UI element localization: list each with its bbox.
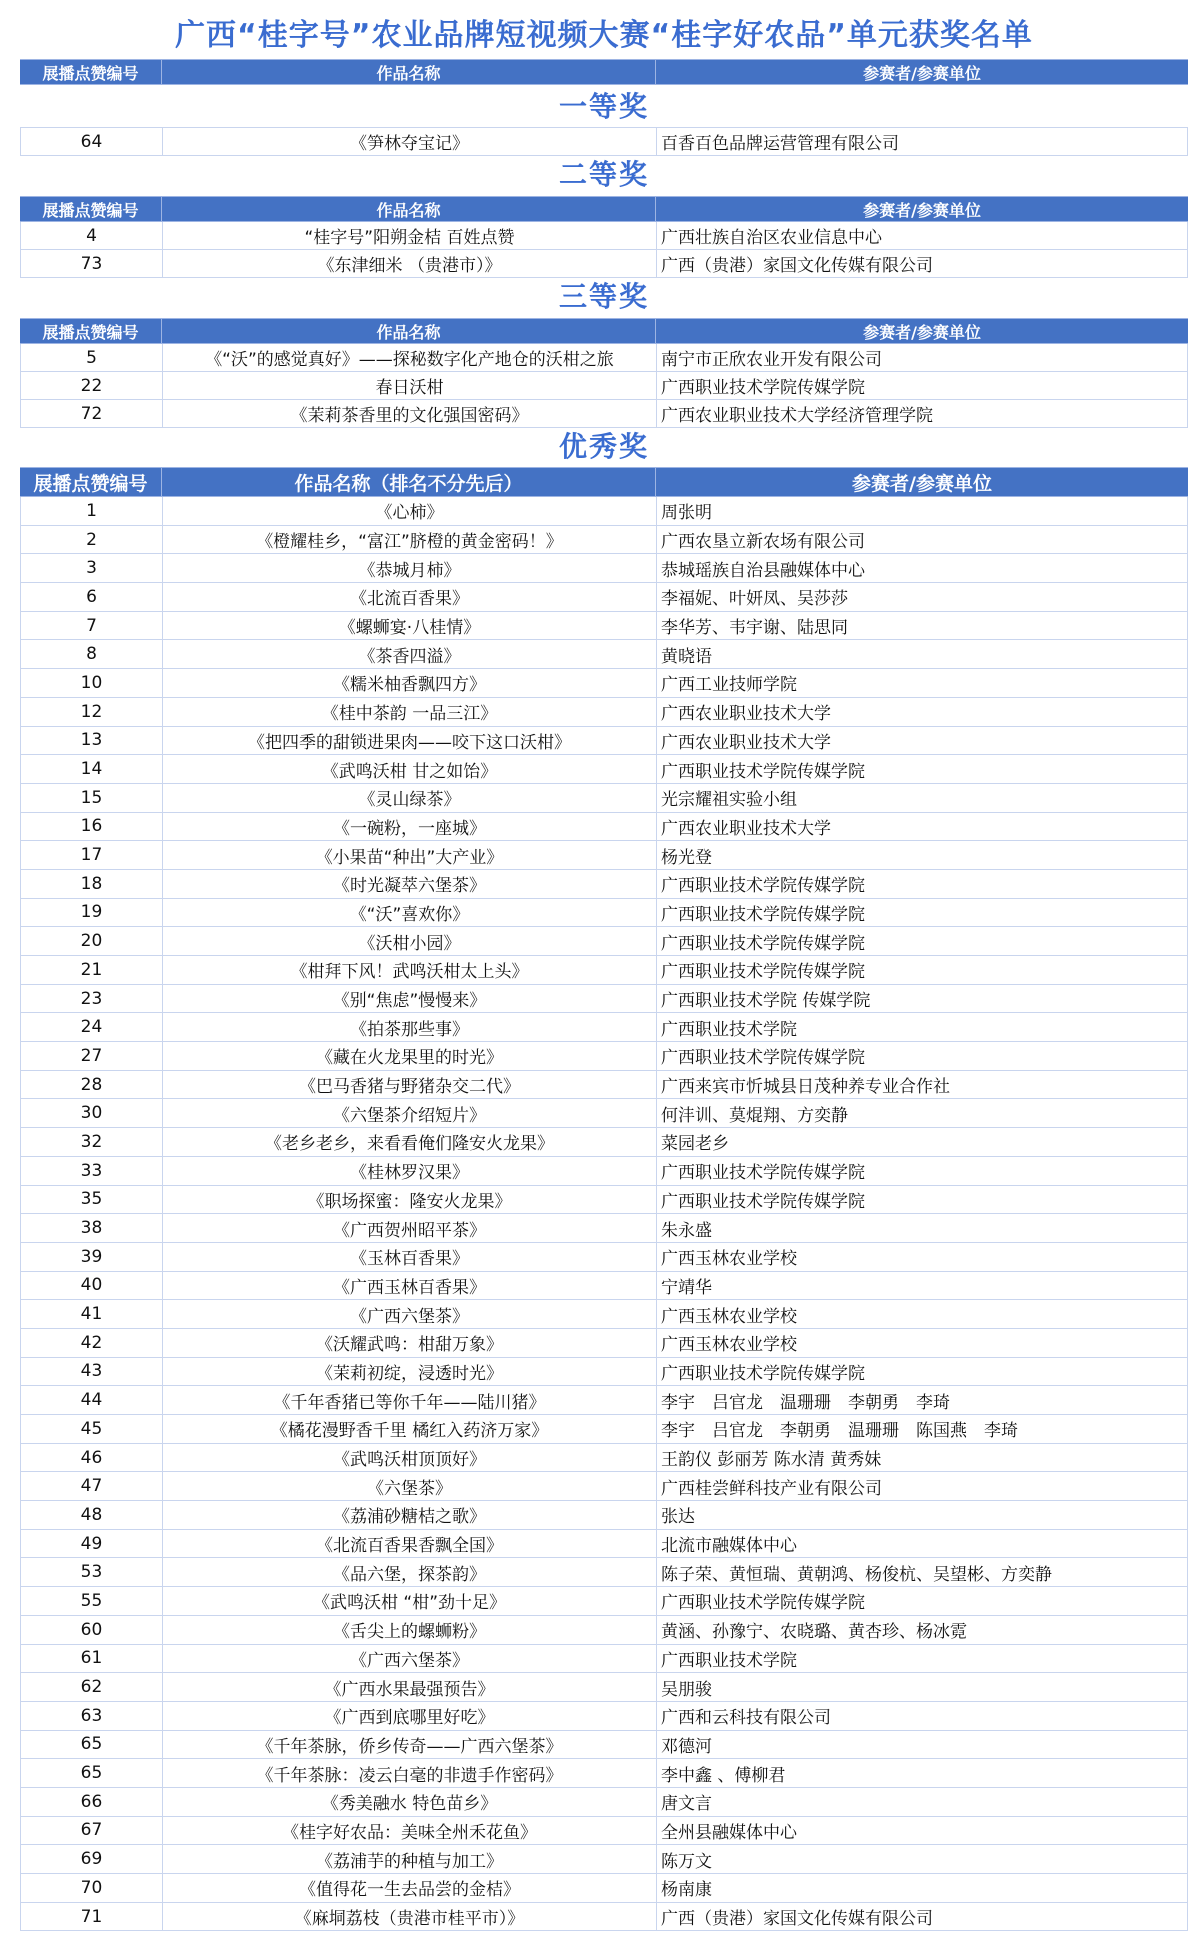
prize-title-excellent: 优秀奖 [558, 430, 649, 463]
table-row [20, 497, 1188, 526]
cell-id: 46 [21, 1444, 163, 1472]
table-row [20, 1874, 1188, 1903]
cell-work: 《值得花一生去品尝的金桔》 [163, 1874, 657, 1902]
cell-id: 20 [21, 927, 163, 955]
cell-participant: 何沣训、莫焜翔、方奕静 [661, 1105, 848, 1126]
cell-id: 17 [21, 841, 163, 869]
table-row [20, 1013, 1188, 1042]
cell-work: 《一碗粉，一座城》 [163, 813, 657, 841]
cell-participant: 黄涵、孙豫宁、农晓璐、黄杏珍、杨冰霓 [661, 1622, 967, 1643]
cell-work: 《把四季的甜锁进果肉——咬下这口沃柑》 [163, 727, 657, 755]
cell-id: 43 [21, 1358, 163, 1386]
cell-participant: 广西职业技术学院 [661, 1019, 797, 1040]
cell-work: 《老乡老乡，来看看俺们隆安火龙果》 [163, 1128, 657, 1156]
cell-id: 35 [21, 1186, 163, 1214]
table-row [20, 698, 1188, 727]
cell-participant: 广西玉林农业学校 [661, 1335, 797, 1356]
cell-id: 1 [21, 497, 163, 525]
cell-work: 《桂中茶韵 一品三江》 [163, 698, 657, 726]
table-row [20, 1645, 1188, 1674]
header-id: 展播点赞编号 [20, 468, 162, 496]
cell-work: 《茉莉茶香里的文化强国密码》 [163, 400, 657, 427]
table-row [20, 222, 1188, 250]
cell-work: 《拍茶那些事》 [163, 1013, 657, 1041]
cell-work: 《广西六堡茶》 [163, 1300, 657, 1328]
cell-work: 《恭城月柿》 [163, 554, 657, 582]
header-work: 作品名称 [162, 197, 656, 221]
cell-work: 《时光凝萃六堡茶》 [163, 870, 657, 898]
header-id: 展播点赞编号 [20, 60, 162, 84]
cell-work: 《橘花漫野香千里 橘红入药济万家》 [163, 1415, 657, 1443]
cell-id: 23 [21, 985, 163, 1013]
cell-participant: 邓德河 [661, 1736, 712, 1757]
cell-participant: 周张明 [661, 503, 712, 524]
cell-work: 《广西到底哪里好吃》 [163, 1702, 657, 1730]
table-row [20, 1587, 1188, 1616]
cell-work: 《东津细米 （贵港市）》 [163, 250, 657, 277]
cell-work: 《柑拜下风！武鸣沃柑太上头》 [163, 956, 657, 984]
cell-id: 27 [21, 1042, 163, 1070]
cell-id: 18 [21, 870, 163, 898]
table-row [20, 784, 1188, 813]
cell-participant: 李华芳、韦宇谢、陆思同 [661, 618, 848, 639]
cell-participant: 广西和云科技有限公司 [661, 1708, 831, 1729]
table-row [20, 1759, 1188, 1788]
cell-participant: 广西农业职业技术大学 [661, 818, 831, 839]
cell-work: 《糯米柚香飘四方》 [163, 669, 657, 697]
cell-work: 《北流百香果香飘全国》 [163, 1530, 657, 1558]
prize-title-first: 一等奖 [558, 90, 649, 123]
cell-id: 39 [21, 1243, 163, 1271]
cell-participant: 广西职业技术学院传媒学院 [661, 1363, 865, 1384]
table-row [20, 400, 1188, 428]
table-row [20, 1071, 1188, 1100]
table-row [20, 1300, 1188, 1329]
cell-work: 《秀美融水 特色苗乡》 [163, 1788, 657, 1816]
cell-id: 64 [21, 128, 163, 155]
cell-work: 《茶香四溢》 [163, 640, 657, 668]
first-prize-rows [20, 127, 1188, 156]
table-row [20, 1386, 1188, 1415]
cell-work: 《沃柑小园》 [163, 927, 657, 955]
cell-participant: 广西玉林农业学校 [661, 1249, 797, 1270]
cell-participant: 南宁市正欣农业开发有限公司 [661, 350, 882, 370]
cell-participant: 广西农业职业技术大学 [661, 704, 831, 725]
cell-participant: 唐文言 [661, 1794, 712, 1815]
header-id: 展播点赞编号 [20, 319, 162, 343]
cell-participant: 陈子荣、黄恒瑞、黄朝鸿、杨俊杭、吴望彬、方奕静 [661, 1564, 1052, 1585]
cell-participant: 李宇 吕官龙 李朝勇 温珊珊 陈国燕 李琦 [661, 1421, 1018, 1442]
table-row [20, 583, 1188, 612]
table-row [20, 640, 1188, 669]
cell-participant: 广西桂尝鲜科技产业有限公司 [661, 1478, 882, 1499]
cell-participant: 广西壮族自治区农业信息中心 [661, 228, 882, 248]
second-prize-rows [20, 222, 1188, 278]
table-row [20, 1042, 1188, 1071]
table-row [20, 669, 1188, 698]
table-row [20, 1186, 1188, 1215]
cell-id: 8 [21, 640, 163, 668]
table-row [20, 1358, 1188, 1387]
cell-id: 10 [21, 669, 163, 697]
prize-title-third: 三等奖 [558, 280, 649, 313]
cell-work: 《舌尖上的螺蛳粉》 [163, 1616, 657, 1644]
cell-participant: 广西（贵港）家国文化传媒有限公司 [661, 1909, 933, 1930]
cell-id: 15 [21, 784, 163, 812]
header-participant: 参赛者/参赛单位 [863, 200, 981, 220]
cell-participant: 广西来宾市忻城县日茂种养专业合作社 [661, 1077, 950, 1098]
cell-work: 《品六堡，探茶韵》 [163, 1558, 657, 1586]
cell-id: 14 [21, 755, 163, 783]
table-row [20, 1157, 1188, 1186]
cell-work: 《巴马香猪与野猪杂交二代》 [163, 1071, 657, 1099]
header-work: 作品名称 [162, 60, 656, 84]
table-row [20, 1415, 1188, 1444]
table-row [20, 813, 1188, 842]
cell-id: 63 [21, 1702, 163, 1730]
table-row [20, 841, 1188, 870]
cell-participant: 广西职业技术学院 传媒学院 [661, 991, 871, 1012]
cell-work: 《职场探蜜：隆安火龙果》 [163, 1186, 657, 1214]
cell-participant: 杨光登 [661, 847, 712, 868]
header-participant: 参赛者/参赛单位 [863, 322, 981, 342]
cell-id: 65 [21, 1759, 163, 1787]
cell-work: 《六堡茶》 [163, 1472, 657, 1500]
table-row [20, 1501, 1188, 1530]
cell-participant: 广西职业技术学院传媒学院 [661, 1163, 865, 1184]
cell-work: 《麻垌荔枝（贵港市桂平市）》 [163, 1903, 657, 1931]
cell-participant: 广西职业技术学院传媒学院 [661, 1048, 865, 1069]
cell-id: 62 [21, 1673, 163, 1701]
cell-participant: 广西职业技术学院传媒学院 [661, 933, 865, 954]
cell-participant: 广西职业技术学院传媒学院 [661, 1191, 865, 1212]
cell-id: 2 [21, 526, 163, 554]
second-prize-header-row [20, 196, 1188, 222]
cell-work: 《藏在火龙果里的时光》 [163, 1042, 657, 1070]
cell-participant: 李宇 吕官龙 温珊珊 李朝勇 李琦 [661, 1392, 950, 1413]
cell-work: 《橙耀桂乡，“富江”脐橙的黄金密码！》 [163, 526, 657, 554]
cell-id: 32 [21, 1128, 163, 1156]
cell-work: 《六堡茶介绍短片》 [163, 1099, 657, 1127]
table-row [20, 1243, 1188, 1272]
cell-id: 21 [21, 956, 163, 984]
cell-id: 53 [21, 1558, 163, 1586]
cell-participant: 广西工业技师学院 [661, 675, 797, 696]
table-row [20, 1329, 1188, 1358]
table-row [20, 1788, 1188, 1817]
cell-work: 《心柿》 [163, 497, 657, 525]
cell-participant: 光宗耀祖实验小组 [661, 790, 797, 811]
cell-id: 24 [21, 1013, 163, 1041]
table-row [20, 727, 1188, 756]
cell-id: 22 [21, 372, 163, 399]
top-header-row [20, 59, 1188, 85]
cell-id: 45 [21, 1415, 163, 1443]
cell-work: 《广西水果最强预告》 [163, 1673, 657, 1701]
cell-work: 《小果苗“种出”大产业》 [163, 841, 657, 869]
cell-id: 38 [21, 1214, 163, 1242]
table-row [20, 1128, 1188, 1157]
cell-participant: 朱永盛 [661, 1220, 712, 1241]
cell-id: 7 [21, 612, 163, 640]
cell-work: 《武鸣沃柑 甘之如饴》 [163, 755, 657, 783]
table-row [20, 1099, 1188, 1128]
header-work-excellent: 作品名称（排名不分先后） [162, 468, 656, 496]
cell-participant: 恭城瑶族自治县融媒体中心 [661, 560, 865, 581]
cell-participant: 广西职业技术学院传媒学院 [661, 904, 865, 925]
cell-work: 《玉林百香果》 [163, 1243, 657, 1271]
cell-participant: 广西职业技术学院 [661, 1650, 797, 1671]
table-row [20, 1702, 1188, 1731]
cell-participant: 宁靖华 [661, 1277, 712, 1298]
cell-participant: 黄晓语 [661, 646, 712, 667]
cell-work: 《广西贺州昭平茶》 [163, 1214, 657, 1242]
cell-work: 《千年茶脉：凌云白毫的非遗手作密码》 [163, 1759, 657, 1787]
cell-id: 49 [21, 1530, 163, 1558]
table-row [20, 927, 1188, 956]
cell-work: 《荔浦砂糖桔之歌》 [163, 1501, 657, 1529]
header-participant: 参赛者/参赛单位 [863, 63, 981, 83]
cell-work: 《千年香猪已等你千年——陆川猪》 [163, 1386, 657, 1414]
table-row [20, 985, 1188, 1014]
cell-id: 66 [21, 1788, 163, 1816]
cell-participant: 广西农业职业技术大学经济管理学院 [661, 406, 933, 426]
cell-participant: 百香百色品牌运营管理有限公司 [661, 134, 899, 154]
table-row [20, 1845, 1188, 1874]
table-row [20, 1673, 1188, 1702]
cell-id: 48 [21, 1501, 163, 1529]
table-row [20, 554, 1188, 583]
table-row [20, 1616, 1188, 1645]
cell-participant: 杨南康 [661, 1880, 712, 1901]
cell-id: 60 [21, 1616, 163, 1644]
cell-id: 6 [21, 583, 163, 611]
cell-id: 16 [21, 813, 163, 841]
cell-id: 71 [21, 1903, 163, 1931]
cell-work: 《别“焦虑”慢慢来》 [163, 985, 657, 1013]
cell-id: 72 [21, 400, 163, 427]
cell-id: 70 [21, 1874, 163, 1902]
cell-work: 《广西六堡茶》 [163, 1645, 657, 1673]
table-row [20, 372, 1188, 400]
cell-participant: 广西职业技术学院传媒学院 [661, 378, 865, 398]
table-row [20, 755, 1188, 784]
cell-id: 67 [21, 1817, 163, 1845]
table-row [20, 344, 1188, 372]
cell-id: 69 [21, 1845, 163, 1873]
table-row [20, 250, 1188, 278]
table-row [20, 1558, 1188, 1587]
cell-participant: 广西（贵港）家国文化传媒有限公司 [661, 256, 933, 276]
third-prize-header-row [20, 318, 1188, 344]
cell-work: 《荔浦芋的种植与加工》 [163, 1845, 657, 1873]
cell-participant: 广西职业技术学院传媒学院 [661, 962, 865, 983]
cell-id: 55 [21, 1587, 163, 1615]
cell-participant: 张达 [661, 1507, 695, 1528]
cell-participant: 李中鑫 、傅柳君 [661, 1765, 786, 1786]
cell-participant: 广西农垦立新农场有限公司 [661, 532, 865, 553]
table-row [20, 956, 1188, 985]
cell-participant: 李福妮、叶妍凤、吴莎莎 [661, 589, 848, 610]
table-row [20, 1903, 1188, 1932]
cell-id: 44 [21, 1386, 163, 1414]
cell-work: 春日沃柑 [163, 372, 657, 399]
cell-work: 《武鸣沃柑 “柑”劲十足》 [163, 1587, 657, 1615]
table-row [20, 612, 1188, 641]
cell-work: 《桂字好农品：美味全州禾花鱼》 [163, 1817, 657, 1845]
document-title: 广西“桂字号”农业品牌短视频大赛“桂字好农品”单元获奖名单 [175, 18, 1033, 53]
cell-participant: 广西职业技术学院传媒学院 [661, 761, 865, 782]
cell-participant: 吴朋骏 [661, 1679, 712, 1700]
cell-work: 《茉莉初绽，浸透时光》 [163, 1358, 657, 1386]
table-row [20, 1530, 1188, 1559]
cell-id: 28 [21, 1071, 163, 1099]
cell-id: 30 [21, 1099, 163, 1127]
cell-participant: 菜园老乡 [661, 1134, 729, 1155]
table-row [20, 1472, 1188, 1501]
prize-title-second: 二等奖 [558, 158, 649, 191]
table-row [20, 870, 1188, 899]
cell-work: 《螺蛳宴·八桂情》 [163, 612, 657, 640]
header-id: 展播点赞编号 [20, 197, 162, 221]
cell-work: 《千年茶脉，侨乡传奇——广西六堡茶》 [163, 1731, 657, 1759]
cell-participant: 王韵仪 彭丽芳 陈水清 黄秀妹 [661, 1450, 882, 1471]
cell-id: 4 [21, 222, 163, 249]
cell-work: 《“沃”的感觉真好》——探秘数字化产地仓的沃柑之旅 [163, 344, 657, 371]
cell-work: 《武鸣沃柑顶顶好》 [163, 1444, 657, 1472]
cell-work: 《桂林罗汉果》 [163, 1157, 657, 1185]
cell-work: 《沃耀武鸣：柑甜万象》 [163, 1329, 657, 1357]
table-row [20, 526, 1188, 555]
excellent-header-row [20, 467, 1188, 497]
excellent-prize-rows [20, 497, 1188, 1931]
cell-participant: 陈万文 [661, 1851, 712, 1872]
cell-id: 40 [21, 1272, 163, 1300]
cell-work: 《广西玉林百香果》 [163, 1272, 657, 1300]
cell-id: 47 [21, 1472, 163, 1500]
table-row [20, 1444, 1188, 1473]
cell-work: 《笋林夺宝记》 [163, 128, 657, 155]
cell-work: 《灵山绿茶》 [163, 784, 657, 812]
table-row [20, 1214, 1188, 1243]
cell-id: 13 [21, 727, 163, 755]
cell-id: 65 [21, 1731, 163, 1759]
cell-id: 42 [21, 1329, 163, 1357]
cell-participant: 广西职业技术学院传媒学院 [661, 876, 865, 897]
table-row [20, 899, 1188, 928]
cell-id: 33 [21, 1157, 163, 1185]
table-row [20, 1817, 1188, 1846]
cell-participant: 广西玉林农业学校 [661, 1306, 797, 1327]
cell-participant: 广西职业技术学院传媒学院 [661, 1593, 865, 1614]
cell-id: 19 [21, 899, 163, 927]
header-work: 作品名称 [162, 319, 656, 343]
table-row [20, 127, 1188, 156]
cell-id: 61 [21, 1645, 163, 1673]
cell-work: 《北流百香果》 [163, 583, 657, 611]
cell-participant: 广西农业职业技术大学 [661, 732, 831, 753]
cell-id: 3 [21, 554, 163, 582]
cell-id: 12 [21, 698, 163, 726]
cell-participant: 全州县融媒体中心 [661, 1822, 797, 1843]
cell-work: “桂字号”阳朔金桔 百姓点赞 [163, 222, 657, 249]
cell-participant: 北流市融媒体中心 [661, 1536, 797, 1557]
cell-id: 5 [21, 344, 163, 371]
table-row [20, 1731, 1188, 1760]
table-row [20, 1272, 1188, 1301]
cell-id: 41 [21, 1300, 163, 1328]
third-prize-rows [20, 344, 1188, 428]
cell-work: 《“沃”喜欢你》 [163, 899, 657, 927]
cell-id: 73 [21, 250, 163, 277]
header-participant: 参赛者/参赛单位 [852, 472, 992, 495]
